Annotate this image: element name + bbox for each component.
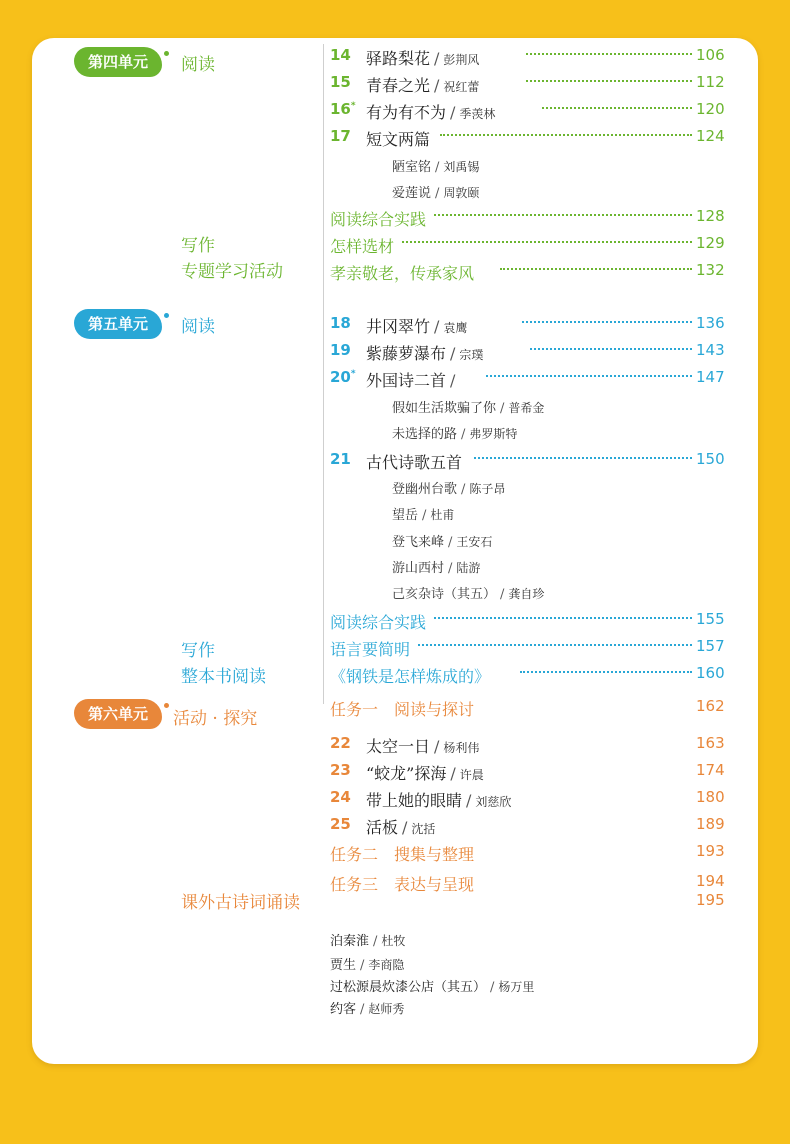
task-title: 任务三 表达与呈现 bbox=[330, 875, 475, 894]
lesson-number: 20* bbox=[330, 368, 356, 386]
sub-item-wangyue[interactable]: 望岳 / 杜甫 bbox=[392, 508, 455, 523]
poem-jiasheng[interactable]: 贾生 / 李商隐 bbox=[330, 958, 405, 973]
lesson-number: 19 bbox=[330, 341, 351, 359]
lesson-number: 17 bbox=[330, 127, 351, 145]
page-number: 160 bbox=[696, 664, 725, 682]
leader-dots bbox=[486, 375, 692, 380]
leader-dots bbox=[526, 80, 692, 85]
lesson-title: 驿路梨花 / 彭荆风 bbox=[366, 49, 480, 68]
u4-writing-label: 写作 bbox=[181, 236, 215, 256]
sub-item-ailianshuo[interactable]: 爱莲说 / 周敦颐 bbox=[392, 186, 480, 201]
page-number: 189 bbox=[696, 815, 725, 833]
u5-book-label: 整本书阅读 bbox=[181, 667, 266, 687]
sub-item-poem1[interactable]: 假如生活欺骗了你 / 普希金 bbox=[392, 401, 545, 416]
leader-dots bbox=[530, 348, 692, 353]
activity-title: 阅读综合实践 bbox=[330, 210, 427, 229]
lesson-title: 井冈翠竹 / 袁鹰 bbox=[366, 317, 468, 336]
leader-dots bbox=[440, 134, 692, 139]
lesson-title: 太空一日 / 杨利伟 bbox=[366, 737, 480, 756]
page-number: 157 bbox=[696, 637, 725, 655]
page-number: 120 bbox=[696, 100, 725, 118]
page-number: 147 bbox=[696, 368, 725, 386]
task-title: 任务二 搜集与整理 bbox=[330, 845, 475, 864]
divider-line bbox=[323, 44, 324, 704]
sub-item-jihai[interactable]: 己亥杂诗（其五） / 龚自珍 bbox=[392, 587, 545, 602]
lesson-number: 21 bbox=[330, 450, 351, 468]
sub-item-dengfeilai[interactable]: 登飞来峰 / 王安石 bbox=[392, 535, 493, 550]
page-number: 106 bbox=[696, 46, 725, 64]
badge-dot bbox=[164, 51, 169, 56]
lesson-title: 紫藤萝瀑布 / 宗璞 bbox=[366, 344, 484, 363]
leader-dots bbox=[522, 321, 692, 326]
page-number: 195 bbox=[696, 891, 725, 909]
lesson-number: 25 bbox=[330, 815, 351, 833]
page-number: 124 bbox=[696, 127, 725, 145]
lesson-title: 古代诗歌五首 bbox=[366, 453, 463, 472]
lesson-number: 22 bbox=[330, 734, 351, 752]
page-number: 180 bbox=[696, 788, 725, 806]
page-number: 155 bbox=[696, 610, 725, 628]
leader-dots bbox=[434, 214, 692, 219]
leader-dots bbox=[418, 644, 692, 649]
unit6-badge[interactable] bbox=[74, 699, 162, 729]
page-number: 162 bbox=[696, 697, 725, 715]
activity-title: 《钢铁是怎样炼成的》 bbox=[330, 667, 491, 686]
page-number: 174 bbox=[696, 761, 725, 779]
sub-item-loushiming[interactable]: 陋室铭 / 刘禹锡 bbox=[392, 160, 480, 175]
lesson-title: 短文两篇 bbox=[366, 130, 431, 149]
lesson-number: 14 bbox=[330, 46, 351, 64]
badge-dot bbox=[164, 703, 169, 708]
badge-dot bbox=[164, 313, 169, 318]
unit6-activity-label: 活动 · 探究 bbox=[173, 709, 258, 729]
task-title: 任务一 阅读与探讨 bbox=[330, 700, 475, 719]
u4-topic-label: 专题学习活动 bbox=[181, 262, 283, 282]
unit5-reading-label: 阅读 bbox=[181, 317, 215, 337]
activity-title: 孝亲敬老，传承家风 bbox=[330, 264, 475, 283]
u5-writing-label: 写作 bbox=[181, 641, 215, 661]
leader-dots bbox=[402, 241, 692, 246]
page-number: 128 bbox=[696, 207, 725, 225]
leader-dots bbox=[542, 107, 692, 112]
poem-yueke[interactable]: 约客 / 赵师秀 bbox=[330, 1002, 405, 1017]
unit4-reading-label: 阅读 bbox=[181, 55, 215, 75]
unit4-badge[interactable] bbox=[74, 47, 162, 77]
lesson-number: 23 bbox=[330, 761, 351, 779]
lesson-title: 有为有不为 / 季羡林 bbox=[366, 103, 496, 122]
leader-dots bbox=[526, 53, 692, 58]
sub-item-dengyouzhou[interactable]: 登幽州台歌 / 陈子昂 bbox=[392, 482, 506, 497]
page-number: 112 bbox=[696, 73, 725, 91]
unit6-badge-text: 第六单元 bbox=[87, 705, 148, 723]
sub-item-poem2[interactable]: 未选择的路 / 弗罗斯特 bbox=[392, 427, 518, 442]
activity-title: 怎样选材 bbox=[330, 237, 395, 256]
leader-dots bbox=[474, 457, 692, 462]
leader-dots bbox=[434, 617, 692, 622]
page-number: 150 bbox=[696, 450, 725, 468]
unit5-badge[interactable] bbox=[74, 309, 162, 339]
lesson-number: 16* bbox=[330, 100, 356, 118]
poem-guosongyuan[interactable]: 过松源晨炊漆公店（其五） / 杨万里 bbox=[330, 980, 535, 995]
page-number: 193 bbox=[696, 842, 725, 860]
page-number: 129 bbox=[696, 234, 725, 252]
unit4-badge-text: 第四单元 bbox=[87, 53, 148, 71]
unit5-badge-text: 第五单元 bbox=[87, 315, 148, 333]
lesson-number: 15 bbox=[330, 73, 351, 91]
page-number: 143 bbox=[696, 341, 725, 359]
lesson-title: 带上她的眼睛 / 刘慈欣 bbox=[366, 791, 512, 810]
leader-dots bbox=[520, 671, 692, 676]
page-number: 194 bbox=[696, 872, 725, 890]
poem-boqinhuai[interactable]: 泊秦淮 / 杜牧 bbox=[330, 934, 406, 949]
leader-dots bbox=[500, 268, 692, 273]
sub-item-youshanxi[interactable]: 游山西村 / 陆游 bbox=[392, 561, 481, 576]
extra-poems-label: 课外古诗词诵读 bbox=[181, 893, 300, 913]
lesson-number: 18 bbox=[330, 314, 351, 332]
lesson-title: 活板 / 沈括 bbox=[366, 818, 436, 837]
activity-title: 阅读综合实践 bbox=[330, 613, 427, 632]
lesson-title: “蛟龙”探海 / 许晨 bbox=[366, 764, 484, 783]
page-number: 163 bbox=[696, 734, 725, 752]
activity-title: 语言要简明 bbox=[330, 640, 411, 659]
page-number: 132 bbox=[696, 261, 725, 279]
lesson-title: 外国诗二首 / bbox=[366, 371, 456, 390]
lesson-number: 24 bbox=[330, 788, 351, 806]
lesson-title: 青春之光 / 祝红蕾 bbox=[366, 76, 480, 95]
page-number: 136 bbox=[696, 314, 725, 332]
